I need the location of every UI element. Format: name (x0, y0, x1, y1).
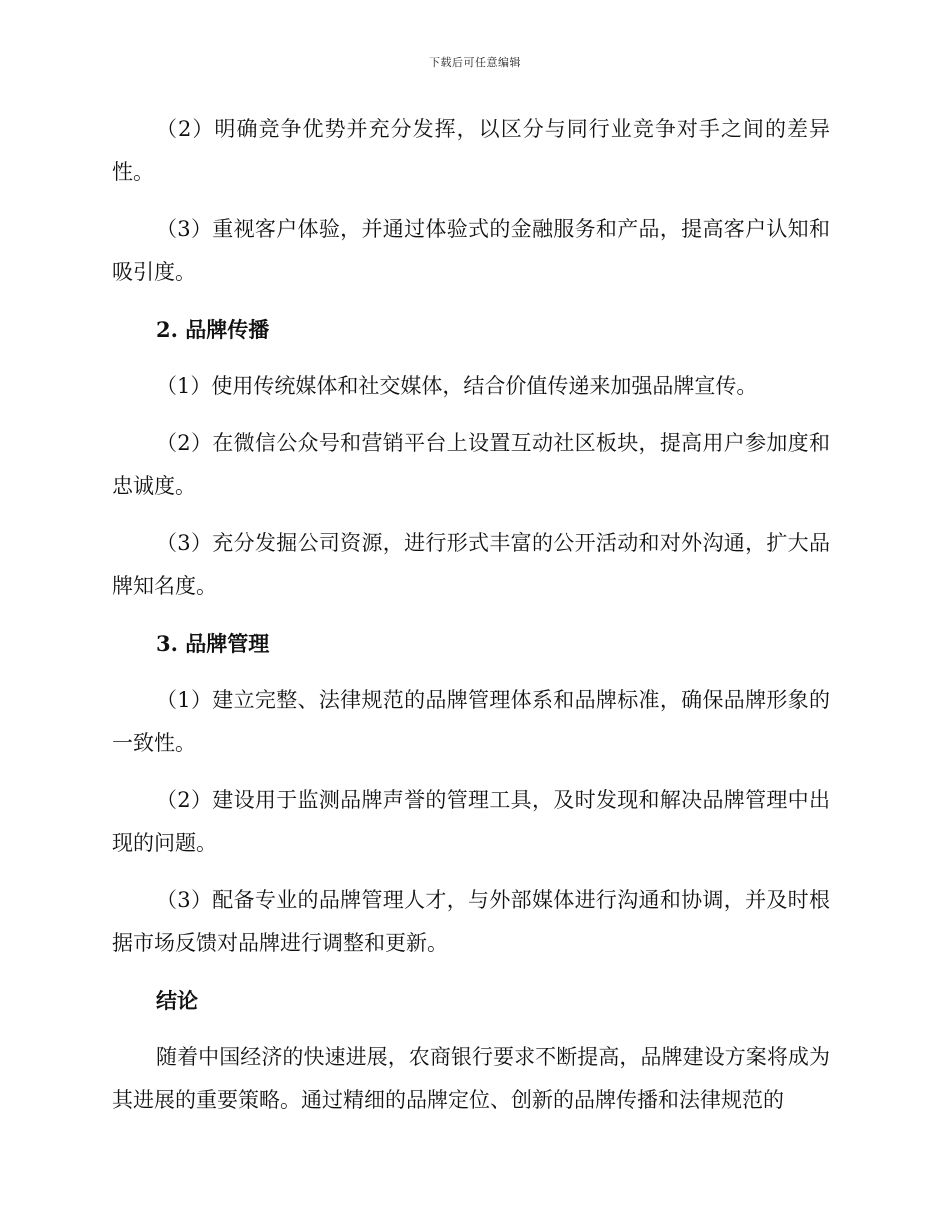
paragraph-positioning-2: （2）明确竞争优势并充分发挥，以区分与同行业竞争对手之间的差异性。 (112, 117, 830, 184)
paragraph-communication-3: （3）充分发掘公司资源，进行形式丰富的公开活动和对外沟通，扩大品牌知名度。 (112, 531, 830, 598)
paragraph-management-3: （3）配备专业的品牌管理人才，与外部媒体进行沟通和协调，并及时根据市场反馈对品牌进行调整和更新。 (112, 888, 830, 955)
paragraph-management-1: （1）建立完整、法律规范的品牌管理体系和品牌标准，确保品牌形象的一致性。 (112, 688, 830, 755)
paragraph-positioning-3: （3）重视客户体验，并通过体验式的金融服务和产品，提高客户认知和吸引度。 (112, 217, 830, 284)
section-heading-brand-management: 3. 品牌管理 (156, 631, 270, 656)
page-header: 下载后可任意编辑 (429, 56, 521, 69)
section-heading-conclusion: 结论 (156, 988, 198, 1013)
paragraph-conclusion: 随着中国经济的快速进展，农商银行要求不断提高，品牌建设方案将成为其进展的重要策略。通过精细的品牌定位、创新的品牌传播和法律规范的 (112, 1045, 830, 1112)
section-heading-brand-communication: 2. 品牌传播 (156, 317, 270, 342)
document-body (112, 108, 830, 1136)
paragraph-communication-2: （2）在微信公众号和营销平台上设置互动社区板块，提高用户参加度和忠诚度。 (112, 431, 830, 498)
paragraph-communication-1: （1）使用传统媒体和社交媒体，结合价值传递来加强品牌宣传。 (156, 374, 758, 398)
paragraph-management-2: （2）建设用于监测品牌声誉的管理工具，及时发现和解决品牌管理中出现的问题。 (112, 788, 830, 855)
